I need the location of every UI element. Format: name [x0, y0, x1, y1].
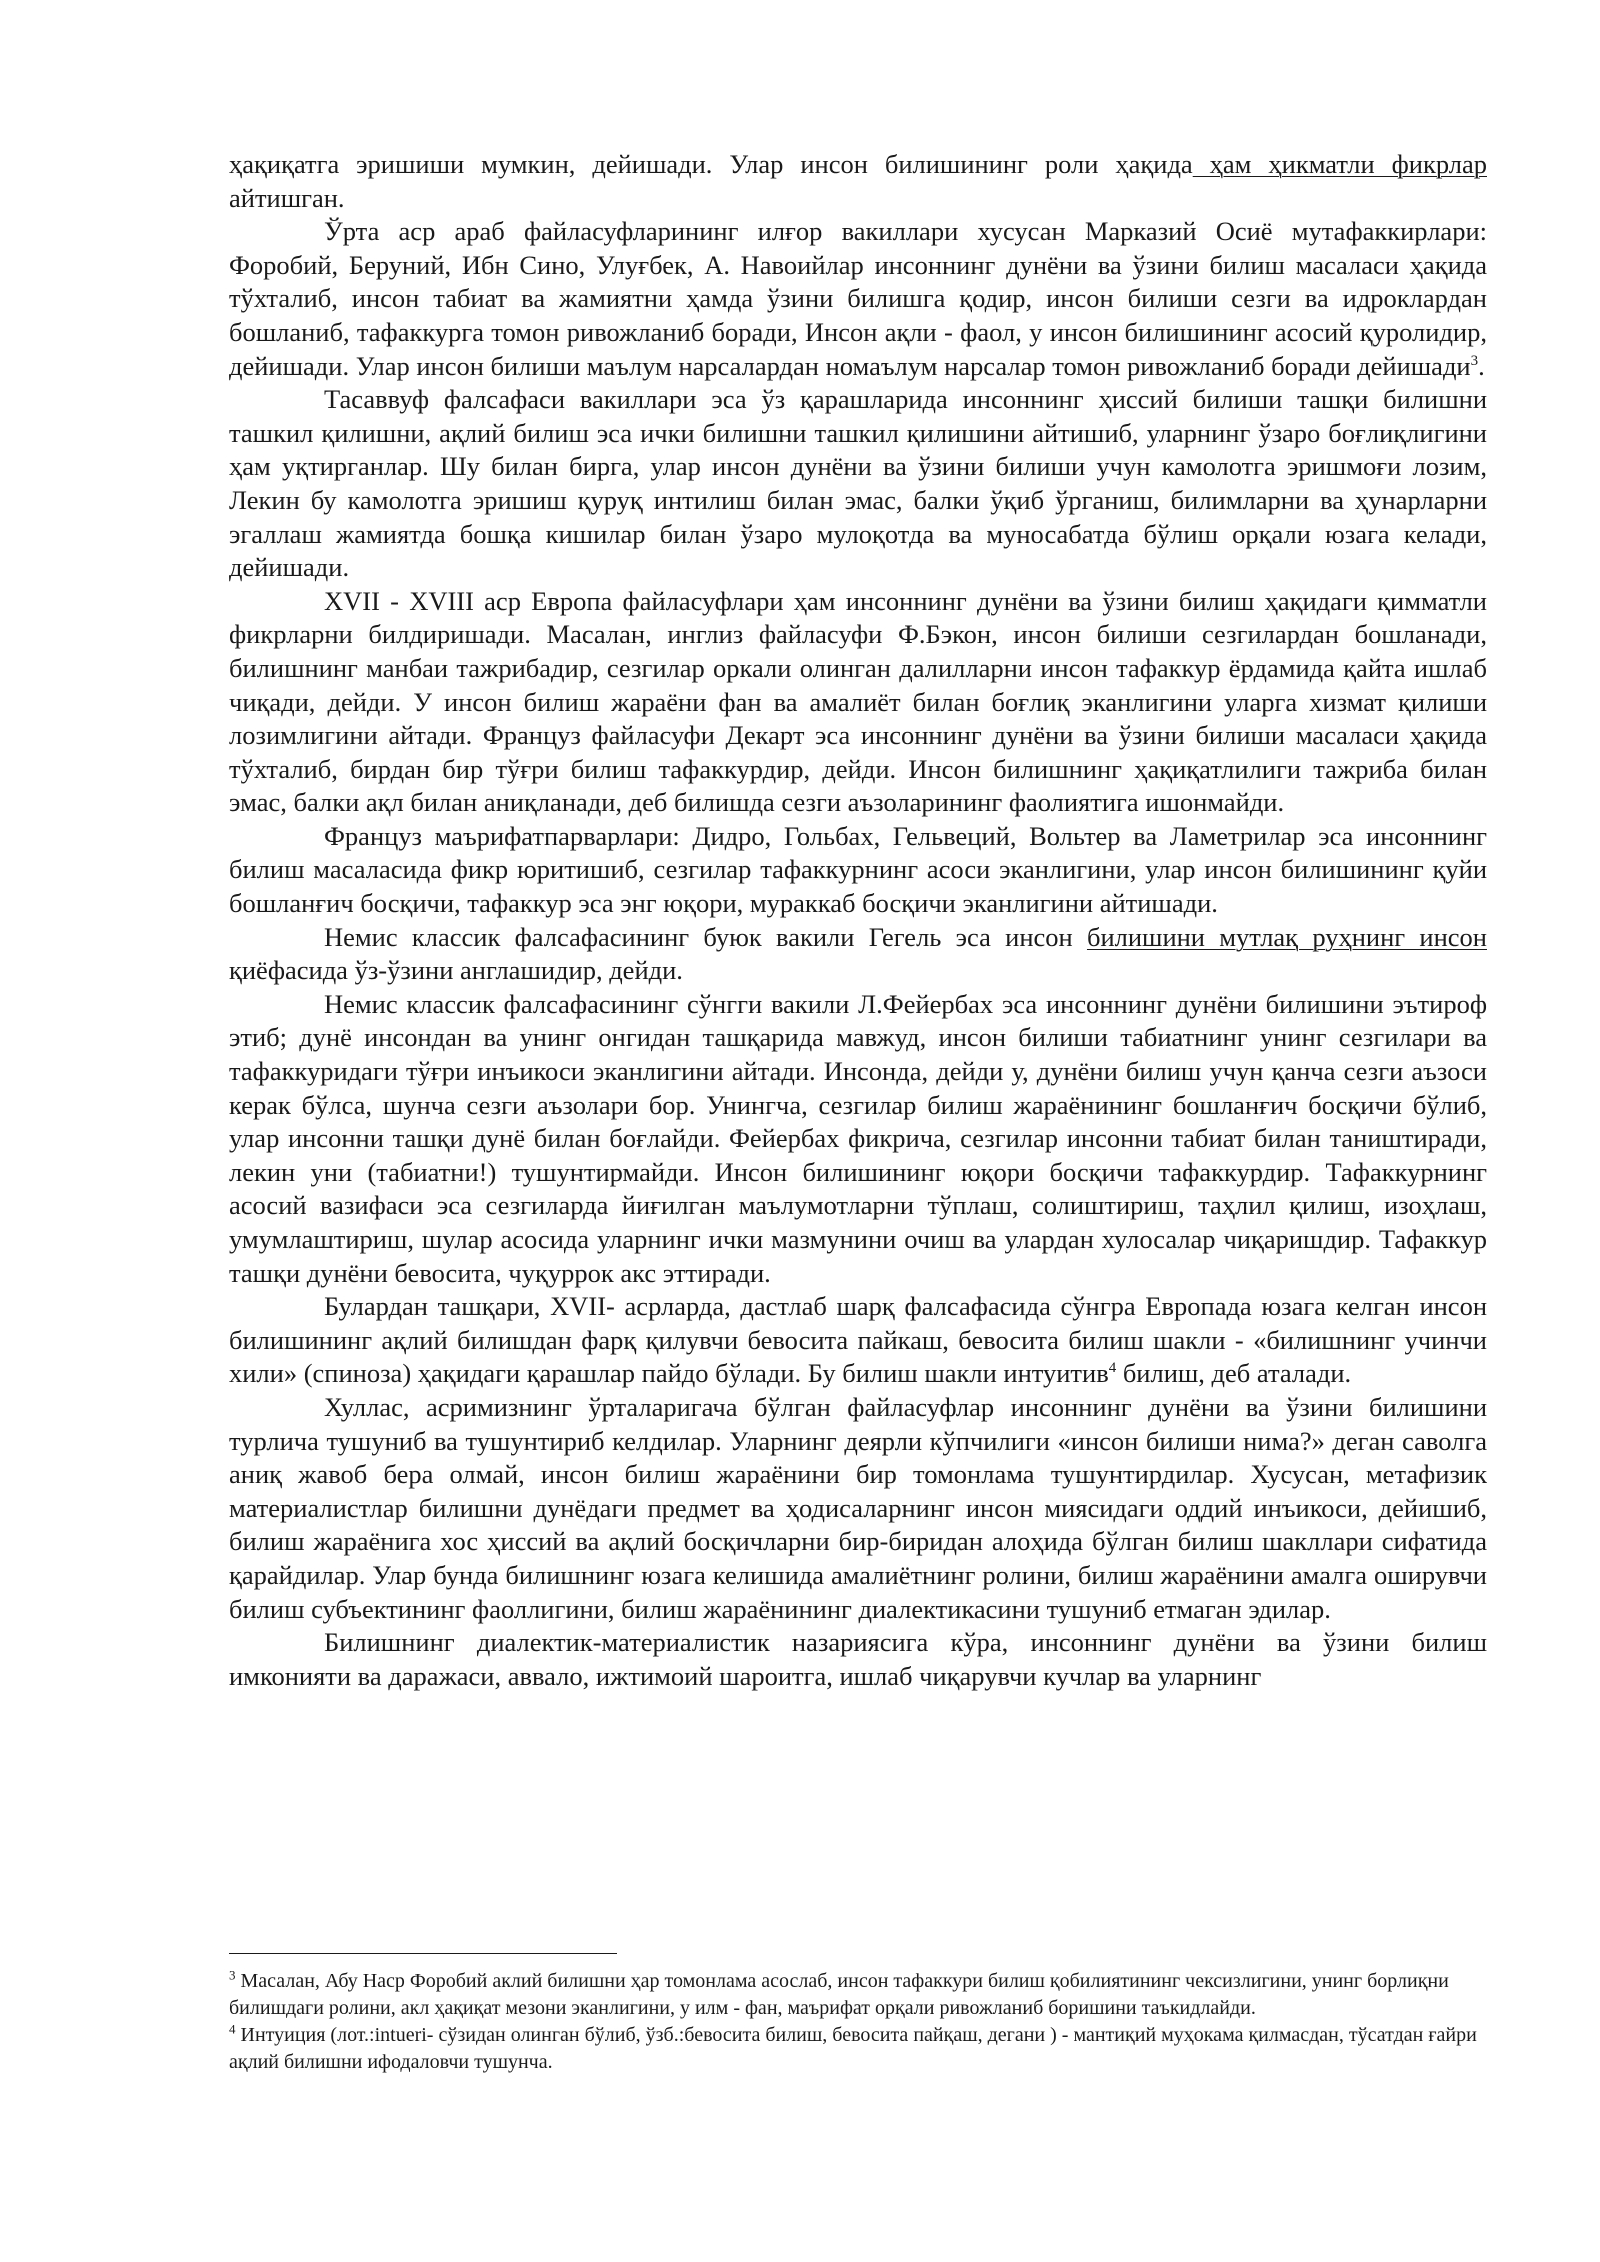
paragraph: Немис классик фалсафасининг сўнгги вакили Л.Фейербах эса инсоннинг дунёни билишини эътироф этиб; дунё инсондан ва унинг онгидан ташқарида мавжуд, инсон билиши табиатнинг унинг сезгилари ва тафаккуридаги тўғри инъикоси эканлигини айтади. Инсонда, дейди у, дунёни билиш учун қанча сезги аъзоси керак бўлса, шунча сезги аъзолари бор. Унингча, сезгилар билиш жараёнининг бошланғич босқичи бўлиб, улар инсонни ташқи дунё билан боғлайди. Фейербах фикрича, сезгилар инсонни табиат билан таништиради, лекин уни (табиатни!) тушунтирмайди. Инсон билишининг юқори босқичи тафаккурдир. Тафаккурнинг асосий вазифаси эса сезгиларда йиғилган маълумотларни тўплаш, солиштириш, таҳлил қилиш, изоҳлаш, умумлаштириш, шулар асосида уларнинг ички мазмунини очиш ва улардан хулосалар чиқаришдир. Тафаккур ташқи дунёни бевосита, чуқуррок акс эттиради.: [229, 988, 1487, 1288]
footnote-ref-3[interactable]: 3: [1470, 352, 1479, 369]
paragraph: Тасаввуф фалсафаси вакиллари эса ўз қарашларида инсоннинг ҳиссий билиши ташқи билишни ташкил қилишни, ақлий билиш эса ички билишни ташкил қилишини айтишиб, уларнинг ўзаро боғлиқлигини ҳам уқтирганлар. Шу билан бирга, улар инсон дунёни ва ўзини билиши учун камолотга эришмоғи лозим, Лекин бу камолотга эришиш қуруқ интилиш билан эмас, балки ўқиб ўрганиш, билимларни ва ҳунарларни эгаллаш жамиятда бошқа кишилар билан ўзаро мулоқотда ва муносабатда бўлиш орқали юзага келади, дейишади.: [229, 384, 1487, 583]
paragraph-text: Ўрта аср араб файласуфларининг илғор вакиллари хусусан Марказий Осиё мутафаккирлари: Форобий, Беруний, Ибн Сино, Улуғбек, А. Навоийлар инсоннинг дунёни ва ўзини билиш масаласи ҳақида тўхталиб, инсон табиат ва жамиятни ҳамда ўзини билишга қодир, инсон билиши сезги ва идроклардан бошланиб, тафаккурга томон ривожланиб боради, Инсон ақли - фаол, у инсон билишининг асосий қуролидир, дейишади. Улар инсон билиши маълум нарсалардан номаълум нарсалар томон ривожланиб боради дейишади: [229, 216, 1487, 381]
paragraph: XVII - XVIII аср Европа файласуфлари ҳам инсоннинг дунёни ва ўзини билиш ҳақидаги қимматли фикрларни билдиришади. Масалан, инглиз файласуфи Ф.Бэкон, инсон билиши сезгилардан бошланади, билишнинг манбаи тажрибадир, сезгилар оркали олинган далилларни инсон тафаккур ёрдамида қайта ишлаб чиқади, дейди. У инсон билиш жараёни фан ва амалиёт билан боғлиқ эканлигини уларга хизмат қилиши лозимлигини айтади. Француз файласуфи Декарт эса инсоннинг дунёни ва ўзини билиши масаласи ҳақида тўхталиб, бирдан бир тўғри билиш тафаккурдир, дейди. Инсон билишнинг ҳақиқатлилиги тажриба билан эмас, балки ақл билан аниқланади, деб билишда сезги аъзоларининг фаолиятига ишонмайди.: [229, 585, 1487, 818]
footnote-number: 3: [229, 1967, 236, 1983]
paragraph: Француз маърифатпарварлари: Дидро, Гольбах, Гельвеций, Вольтер ва Ламетрилар эса инсоннинг билиш масаласида фикр юритишиб, сезгилар тафаккурнинг асоси эканлигини, улар инсон билишининг қуйи бошланғич босқичи, тафаккур эса энг юқори, мураккаб босқичи эканлигини айтишади.: [229, 820, 1487, 919]
paragraph-text: Булардан ташқари, XVII- асрларда, дастлаб шарқ фалсафасида сўнгра Европада юзага келган инсон билишининг ақлий билишдан фарқ қилувчи бевосита пайкаш, бевосита билиш шакли - «билишнинг учинчи хили» (спиноза) ҳақидаги қарашлар пайдо бўлади. Бу билиш шакли интуитив: [229, 1291, 1487, 1389]
paragraph-text: билиш, деб аталади.: [1116, 1358, 1352, 1389]
paragraph-text: қиёфасида ўз-ўзини англашидир, дейди.: [229, 955, 683, 986]
paragraph: [229, 1290, 1487, 1391]
footnote-text: Масалан, Абу Наср Форобий аклий билишни ҳар томонлама асослаб, инсон тафаккури билиш қобилиятининг чексизлигини, унинг борлиқни билишдаги ролини, акл ҳақиқат мезони эканлигини, у илм - фан, маърифат орқали ривожланиб боришини таъкидлайди.: [229, 1970, 1449, 2019]
underlined-text: ҳам ҳикматли фикрлар: [1192, 149, 1487, 179]
paragraph-text: .: [1478, 350, 1485, 381]
paragraph-text: ҳақиқатга эришиши мумкин, дейишади. Улар инсон билишининг роли ҳақида: [229, 149, 1193, 179]
footnote-number: 4: [229, 2021, 236, 2037]
paragraph: Билишнинг диалектик-материалистик назариясига кўра, инсоннинг дунёни ва ўзини билиш имконияти ва даражаси, аввало, ижтимоий шароитга, ишлаб чиқарувчи кучлар ва уларнинг: [229, 1627, 1487, 1691]
paragraph: [229, 148, 1487, 215]
page-body: [229, 148, 1487, 1693]
paragraph: [229, 215, 1487, 383]
footnote: [229, 1968, 1487, 2022]
footnote-text: Интуиция (лот.:intueri- сўзидан олинган бўлиб, ўзб.:бевосита билиш, бевосита пайқаш, дегани ) - мантиқий муҳокама қилмасдан, тўсатдан ғайри ақлий билишни ифодаловчи тушунча.: [229, 2024, 1477, 2073]
paragraph-text: Немис классик фалсафасининг буюк вакили Гегель эса инсон: [324, 921, 1087, 952]
paragraph: [229, 921, 1487, 988]
footnote-ref-4[interactable]: 4: [1108, 1360, 1117, 1377]
underlined-text: билишини мутлақ руҳнинг инсон: [1086, 921, 1487, 952]
paragraph: Хуллас, асримизнинг ўрталаригача бўлган файласуфлар инсоннинг дунёни ва ўзини билишини турлича тушуниб ва тушунтириб келдилар. Уларнинг деярли кўпчилиги «инсон билиши нима?» деган саволга аниқ жавоб бера олмай, инсон билиш жараёнини бир томонлама тушунтирдилар. Хусусан, метафизик материалистлар билишни дунёдаги предмет ва ҳодисаларнинг инсон миясидаги оддий инъикоси, дейишиб, билиш жараёнига хос ҳиссий ва ақлий босқичларни бир-биридан алоҳида бўлган билиш шакллари сифатида қарайдилар. Улар бунда билишнинг юзага келишида амалиётнинг ролини, билиш жараёнини амалга оширувчи билиш субъектининг фаоллигини, билиш жараёнининг диалектикасини тушуниб етмаган эдилар.: [229, 1391, 1487, 1624]
footnotes: [229, 1968, 1487, 2076]
footnote: [229, 2022, 1487, 2076]
footnote-separator: [229, 1953, 617, 1954]
paragraph-text: айтишган.: [229, 182, 345, 213]
